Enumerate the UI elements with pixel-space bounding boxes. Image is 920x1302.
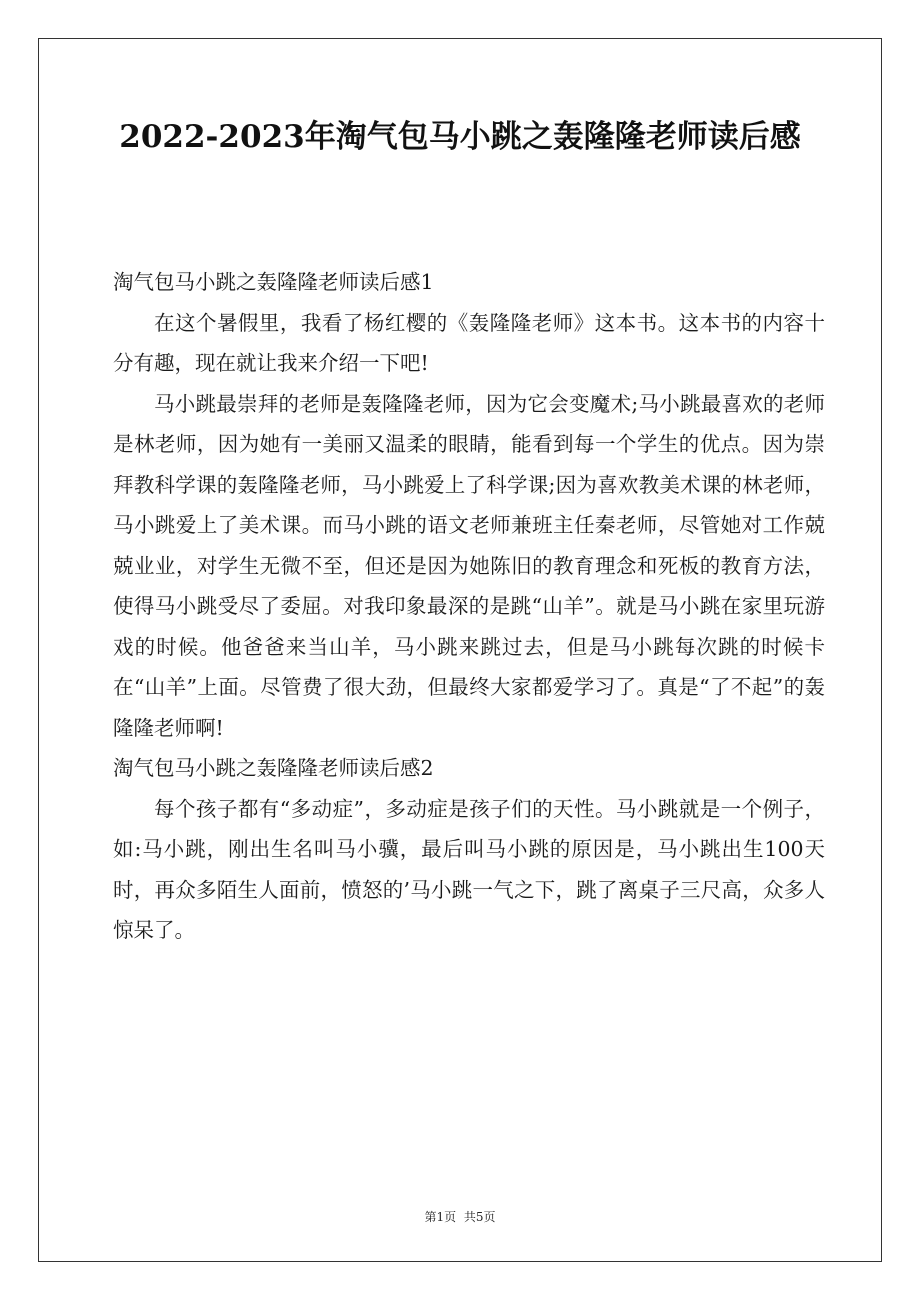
paragraph: 在这个暑假里，我看了杨红樱的《轰隆隆老师》这本书。这本书的内容十分有趣，现在就让我来介绍一下吧! bbox=[113, 310, 825, 375]
page-footer bbox=[0, 1208, 920, 1225]
paragraph: 马小跳最崇拜的老师是轰隆隆老师，因为它会变魔术;马小跳最喜欢的老师是林老师，因为她有一美丽又温柔的眼睛，能看到每一个学生的优点。因为崇拜教科学课的轰隆隆老师，马小跳爱上了科学课;因为喜欢教美术课的林老师，马小跳爱上了美术课。而马小跳的语文老师兼班主任秦老师，尽管她对工作兢兢业业，对学生无微不至，但还是因为她陈旧的教育理念和死板的教育方法，使得马小跳受尽了委屈。对我印象最深的是跳“山羊”。就是马小跳在家里玩游戏的时候。他爸爸来当山羊，马小跳来跳过去，但是马小跳每次跳的时候卡在“山羊”上面。尽管费了很大劲，但最终大家都爱学习了。真是“了不起”的轰隆隆老师啊! bbox=[113, 391, 825, 740]
section-heading-1: 淘气包马小跳之轰隆隆老师读后感1 bbox=[113, 270, 434, 294]
page-total: 共5页 bbox=[463, 1210, 496, 1224]
page-number: 第1页 bbox=[424, 1210, 457, 1224]
section-heading-2: 淘气包马小跳之轰隆隆老师读后感2 bbox=[113, 756, 434, 780]
document-body bbox=[113, 262, 825, 951]
paragraph: 每个孩子都有“多动症”，多动症是孩子们的天性。马小跳就是一个例子，如:马小跳，刚出生名叫马小骥，最后叫马小跳的原因是，马小跳出生100天时，再众多陌生人面前，愤怒的’马小跳一气之下，跳了离桌子三尺高，众多人惊呆了。 bbox=[113, 796, 825, 942]
document-title: 2022-2023年淘气包马小跳之轰隆隆老师读后感 bbox=[119, 119, 801, 155]
